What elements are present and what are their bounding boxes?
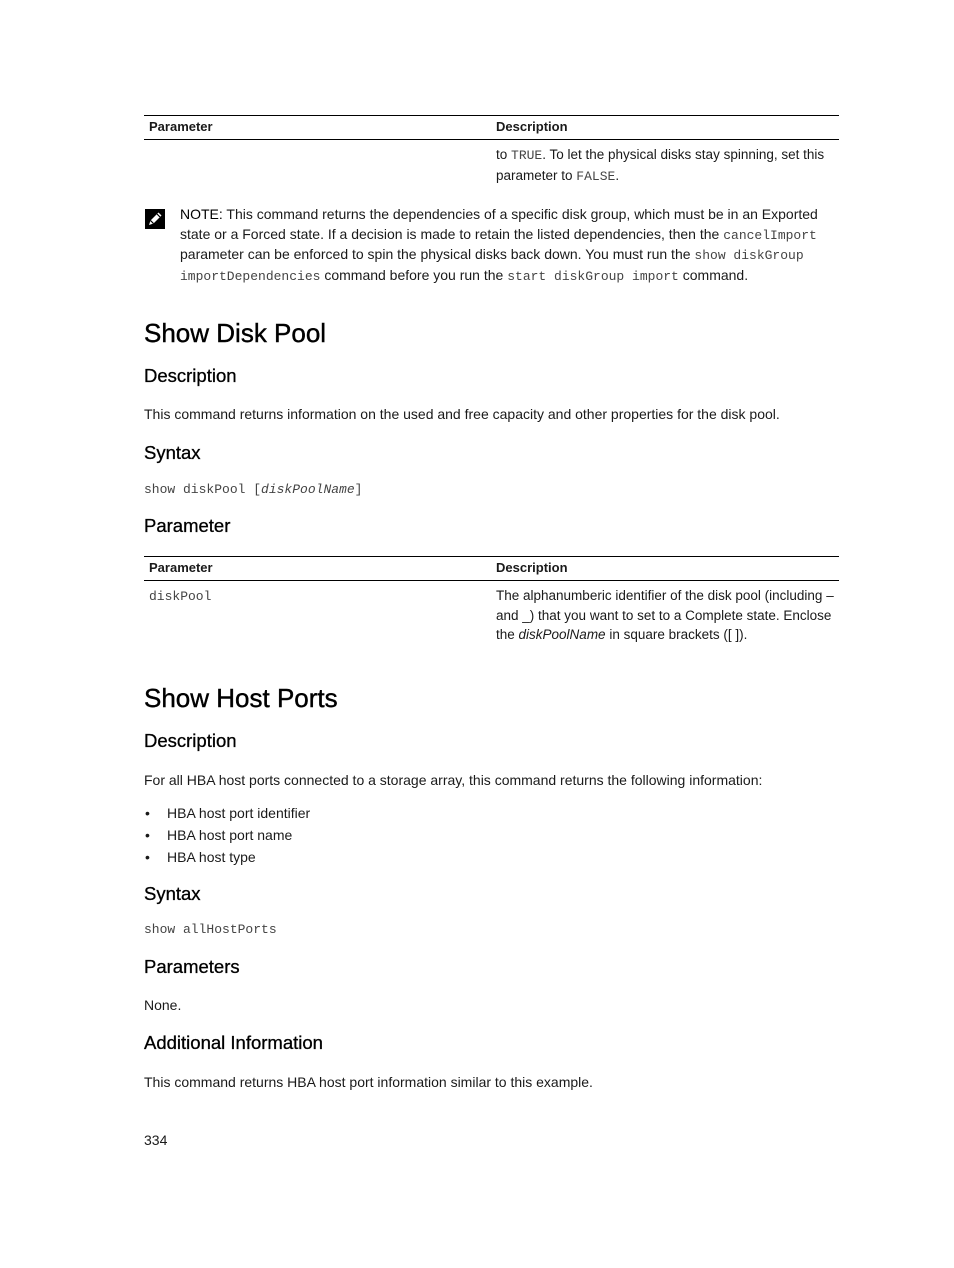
table-header-description: Description — [491, 116, 839, 140]
description-text: For all HBA host ports connected to a storage array, this command returns the following information: — [144, 772, 763, 788]
heading-description: Description — [144, 730, 237, 751]
description-text: This command returns information on the used and free capacity and other properties for the disk pool. — [144, 406, 780, 422]
heading-syntax: Syntax — [144, 442, 201, 463]
table-header-description: Description — [491, 557, 839, 581]
heading-additional-information: Additional Information — [144, 1032, 323, 1053]
table-row — [144, 581, 839, 645]
syntax-code: show allHostPorts — [144, 922, 277, 937]
list-item: • HBA host port name — [144, 824, 310, 846]
table-header-parameter: Parameter — [144, 557, 491, 581]
info-bullet-list — [144, 802, 310, 868]
table-header-parameter: Parameter — [144, 116, 491, 140]
parameters-text: None. — [144, 997, 182, 1013]
section-title-show-host-ports: Show Host Ports — [144, 683, 338, 713]
additional-information-text: This command returns HBA host port information similar to this example. — [144, 1074, 593, 1090]
heading-syntax: Syntax — [144, 883, 201, 904]
heading-parameter: Parameter — [144, 515, 231, 536]
list-item: • HBA host type — [144, 846, 310, 868]
table-cell-description: to TRUE. To let the physical disks stay spinning, set this parameter to FALSE. — [496, 147, 825, 184]
table-cell-parameter: diskPool — [149, 589, 212, 604]
note-block: NOTE: This command returns the dependencies of a specific disk group, which must be in an Exported state or a Forced state. If a decision is made to retain the listed dependencies, then the cancelImport parameter can be enforced to spin the physical disks back down. You must run the show diskGroup importDependencies command before you run the start diskGroup import command. — [180, 206, 818, 284]
page-number: 334 — [144, 1132, 168, 1148]
heading-description: Description — [144, 365, 237, 386]
parameter-table — [144, 556, 839, 645]
list-item: • HBA host port identifier — [144, 802, 310, 824]
note-pencil-icon — [144, 208, 166, 230]
section-title-show-disk-pool: Show Disk Pool — [144, 318, 327, 348]
note-label: NOTE: — [180, 206, 223, 222]
heading-parameters: Parameters — [144, 956, 240, 977]
parameter-table-continued — [144, 115, 839, 186]
table-cell-description: The alphanumberic identifier of the disk pool (including – and _) that you want to set to a Complete state. Enclose the diskPoolName in square brackets ([ ]). — [496, 588, 834, 642]
syntax-code: show diskPool [diskPoolName] — [144, 482, 363, 497]
table-row — [144, 140, 839, 187]
